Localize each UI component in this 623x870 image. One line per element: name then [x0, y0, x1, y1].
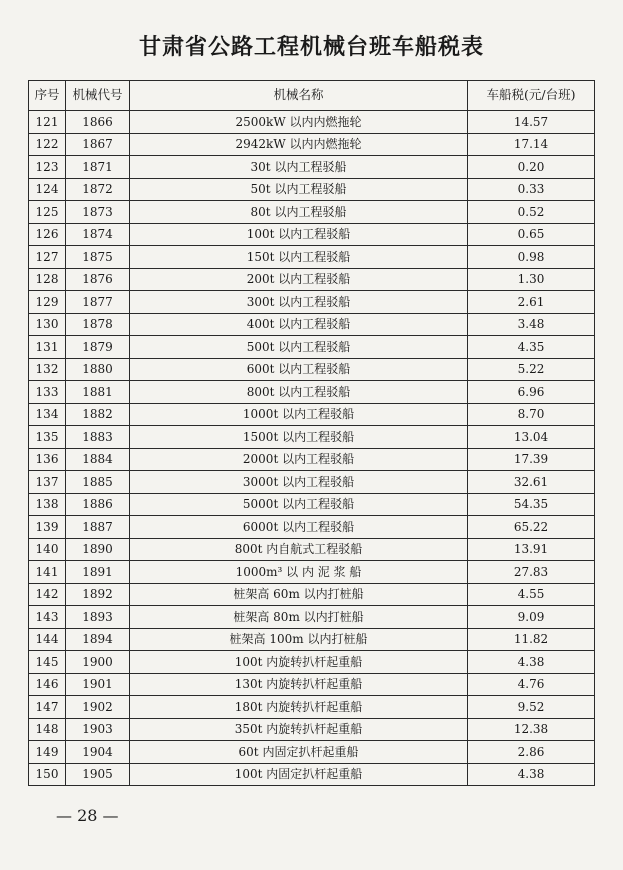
table-row [29, 336, 595, 359]
cell-machine-name: 350t 内旋转扒杆起重船 [130, 718, 468, 741]
table-row [29, 718, 595, 741]
cell-serial: 142 [29, 583, 66, 606]
cell-vehicle-tax: 65.22 [468, 516, 595, 539]
cell-vehicle-tax: 32.61 [468, 471, 595, 494]
header-serial: 序号 [29, 81, 66, 111]
cell-machine-code: 1885 [66, 471, 130, 494]
table-row [29, 471, 595, 494]
cell-vehicle-tax: 13.04 [468, 426, 595, 449]
cell-machine-code: 1878 [66, 313, 130, 336]
header-vehicle-tax: 车船税(元/台班) [468, 81, 595, 111]
cell-serial: 137 [29, 471, 66, 494]
cell-machine-name: 6000t 以内工程驳船 [130, 516, 468, 539]
cell-serial: 127 [29, 246, 66, 269]
cell-machine-code: 1905 [66, 763, 130, 786]
cell-machine-name: 5000t 以内工程驳船 [130, 493, 468, 516]
cell-machine-code: 1891 [66, 561, 130, 584]
cell-serial: 140 [29, 538, 66, 561]
cell-machine-code: 1890 [66, 538, 130, 561]
cell-machine-code: 1893 [66, 606, 130, 629]
cell-serial: 135 [29, 426, 66, 449]
cell-vehicle-tax: 11.82 [468, 628, 595, 651]
page-title: 甘肃省公路工程机械台班车船税表 [138, 34, 484, 60]
cell-vehicle-tax: 13.91 [468, 538, 595, 561]
cell-machine-code: 1871 [66, 156, 130, 179]
cell-serial: 126 [29, 223, 66, 246]
cell-machine-name: 600t 以内工程驳船 [130, 358, 468, 381]
table-row [29, 381, 595, 404]
header-machine-name: 机械名称 [130, 81, 468, 111]
cell-machine-name: 30t 以内工程驳船 [130, 156, 468, 179]
cell-machine-name: 800t 以内工程驳船 [130, 381, 468, 404]
cell-vehicle-tax: 0.65 [468, 223, 595, 246]
table-row [29, 763, 595, 786]
cell-vehicle-tax: 4.76 [468, 673, 595, 696]
cell-machine-name: 200t 以内工程驳船 [130, 268, 468, 291]
cell-serial: 146 [29, 673, 66, 696]
cell-vehicle-tax: 2.86 [468, 741, 595, 764]
cell-machine-code: 1902 [66, 696, 130, 719]
table-row [29, 538, 595, 561]
cell-machine-code: 1875 [66, 246, 130, 269]
cell-machine-name: 800t 内自航式工程驳船 [130, 538, 468, 561]
cell-serial: 138 [29, 493, 66, 516]
cell-machine-code: 1876 [66, 268, 130, 291]
cell-serial: 133 [29, 381, 66, 404]
page-number: — 28 — [56, 806, 119, 825]
tax-table [28, 80, 595, 786]
cell-vehicle-tax: 54.35 [468, 493, 595, 516]
table-row [29, 651, 595, 674]
cell-serial: 123 [29, 156, 66, 179]
cell-vehicle-tax: 27.83 [468, 561, 595, 584]
cell-vehicle-tax: 4.38 [468, 763, 595, 786]
cell-vehicle-tax: 0.98 [468, 246, 595, 269]
table-row [29, 403, 595, 426]
cell-vehicle-tax: 4.55 [468, 583, 595, 606]
cell-machine-name: 100t 以内工程驳船 [130, 223, 468, 246]
cell-serial: 132 [29, 358, 66, 381]
cell-serial: 148 [29, 718, 66, 741]
table-row [29, 583, 595, 606]
cell-machine-code: 1886 [66, 493, 130, 516]
cell-machine-name: 3000t 以内工程驳船 [130, 471, 468, 494]
cell-serial: 121 [29, 111, 66, 134]
cell-machine-code: 1904 [66, 741, 130, 764]
table-row [29, 516, 595, 539]
table-row [29, 201, 595, 224]
table-row [29, 291, 595, 314]
table-row [29, 673, 595, 696]
cell-serial: 129 [29, 291, 66, 314]
cell-machine-code: 1887 [66, 516, 130, 539]
cell-vehicle-tax: 0.33 [468, 178, 595, 201]
cell-machine-code: 1881 [66, 381, 130, 404]
cell-machine-code: 1873 [66, 201, 130, 224]
cell-machine-code: 1872 [66, 178, 130, 201]
cell-machine-name: 50t 以内工程驳船 [130, 178, 468, 201]
table-row [29, 426, 595, 449]
cell-serial: 150 [29, 763, 66, 786]
cell-machine-name: 300t 以内工程驳船 [130, 291, 468, 314]
cell-serial: 141 [29, 561, 66, 584]
cell-machine-code: 1882 [66, 403, 130, 426]
cell-vehicle-tax: 4.35 [468, 336, 595, 359]
cell-serial: 124 [29, 178, 66, 201]
cell-machine-code: 1884 [66, 448, 130, 471]
cell-machine-name: 2500kW 以内内燃拖轮 [130, 111, 468, 134]
table-row [29, 696, 595, 719]
cell-serial: 130 [29, 313, 66, 336]
cell-machine-name: 100t 内旋转扒杆起重船 [130, 651, 468, 674]
cell-serial: 128 [29, 268, 66, 291]
table-row [29, 246, 595, 269]
cell-serial: 147 [29, 696, 66, 719]
cell-machine-code: 1892 [66, 583, 130, 606]
cell-machine-name: 400t 以内工程驳船 [130, 313, 468, 336]
cell-machine-name: 130t 内旋转扒杆起重船 [130, 673, 468, 696]
cell-vehicle-tax: 0.52 [468, 201, 595, 224]
cell-vehicle-tax: 17.14 [468, 133, 595, 156]
cell-machine-name: 1500t 以内工程驳船 [130, 426, 468, 449]
table-row [29, 313, 595, 336]
cell-machine-name: 1000m³ 以 内 泥 浆 船 [130, 561, 468, 584]
cell-vehicle-tax: 4.38 [468, 651, 595, 674]
cell-vehicle-tax: 1.30 [468, 268, 595, 291]
cell-machine-code: 1903 [66, 718, 130, 741]
header-machine-code: 机械代号 [66, 81, 130, 111]
cell-serial: 134 [29, 403, 66, 426]
table-row [29, 268, 595, 291]
cell-machine-name: 桩架高 100m 以内打桩船 [130, 628, 468, 651]
cell-machine-name: 1000t 以内工程驳船 [130, 403, 468, 426]
cell-machine-name: 60t 内固定扒杆起重船 [130, 741, 468, 764]
cell-vehicle-tax: 9.52 [468, 696, 595, 719]
cell-machine-code: 1894 [66, 628, 130, 651]
table-row [29, 561, 595, 584]
cell-vehicle-tax: 5.22 [468, 358, 595, 381]
cell-serial: 131 [29, 336, 66, 359]
table-row [29, 156, 595, 179]
cell-machine-code: 1866 [66, 111, 130, 134]
cell-machine-code: 1877 [66, 291, 130, 314]
cell-machine-code: 1867 [66, 133, 130, 156]
cell-machine-name: 桩架高 60m 以内打桩船 [130, 583, 468, 606]
cell-serial: 125 [29, 201, 66, 224]
cell-machine-name: 2942kW 以内内燃拖轮 [130, 133, 468, 156]
cell-serial: 149 [29, 741, 66, 764]
cell-vehicle-tax: 12.38 [468, 718, 595, 741]
table-row [29, 448, 595, 471]
cell-vehicle-tax: 17.39 [468, 448, 595, 471]
table-row [29, 133, 595, 156]
cell-vehicle-tax: 2.61 [468, 291, 595, 314]
cell-machine-name: 150t 以内工程驳船 [130, 246, 468, 269]
table-body [29, 111, 595, 786]
cell-vehicle-tax: 6.96 [468, 381, 595, 404]
table-row [29, 223, 595, 246]
cell-serial: 122 [29, 133, 66, 156]
table-row [29, 628, 595, 651]
cell-vehicle-tax: 8.70 [468, 403, 595, 426]
cell-serial: 145 [29, 651, 66, 674]
cell-serial: 143 [29, 606, 66, 629]
table-row [29, 111, 595, 134]
table-row [29, 178, 595, 201]
table-header-row [29, 81, 595, 111]
cell-machine-code: 1879 [66, 336, 130, 359]
cell-machine-code: 1874 [66, 223, 130, 246]
cell-serial: 139 [29, 516, 66, 539]
cell-machine-name: 100t 内固定扒杆起重船 [130, 763, 468, 786]
cell-machine-name: 180t 内旋转扒杆起重船 [130, 696, 468, 719]
cell-machine-code: 1880 [66, 358, 130, 381]
cell-serial: 144 [29, 628, 66, 651]
cell-machine-code: 1901 [66, 673, 130, 696]
table-row [29, 358, 595, 381]
cell-vehicle-tax: 14.57 [468, 111, 595, 134]
table-row [29, 606, 595, 629]
table-row [29, 493, 595, 516]
cell-vehicle-tax: 3.48 [468, 313, 595, 336]
cell-machine-code: 1900 [66, 651, 130, 674]
cell-vehicle-tax: 9.09 [468, 606, 595, 629]
cell-machine-name: 2000t 以内工程驳船 [130, 448, 468, 471]
table-row [29, 741, 595, 764]
cell-machine-code: 1883 [66, 426, 130, 449]
cell-machine-name: 桩架高 80m 以内打桩船 [130, 606, 468, 629]
cell-machine-name: 80t 以内工程驳船 [130, 201, 468, 224]
cell-machine-name: 500t 以内工程驳船 [130, 336, 468, 359]
cell-vehicle-tax: 0.20 [468, 156, 595, 179]
cell-serial: 136 [29, 448, 66, 471]
